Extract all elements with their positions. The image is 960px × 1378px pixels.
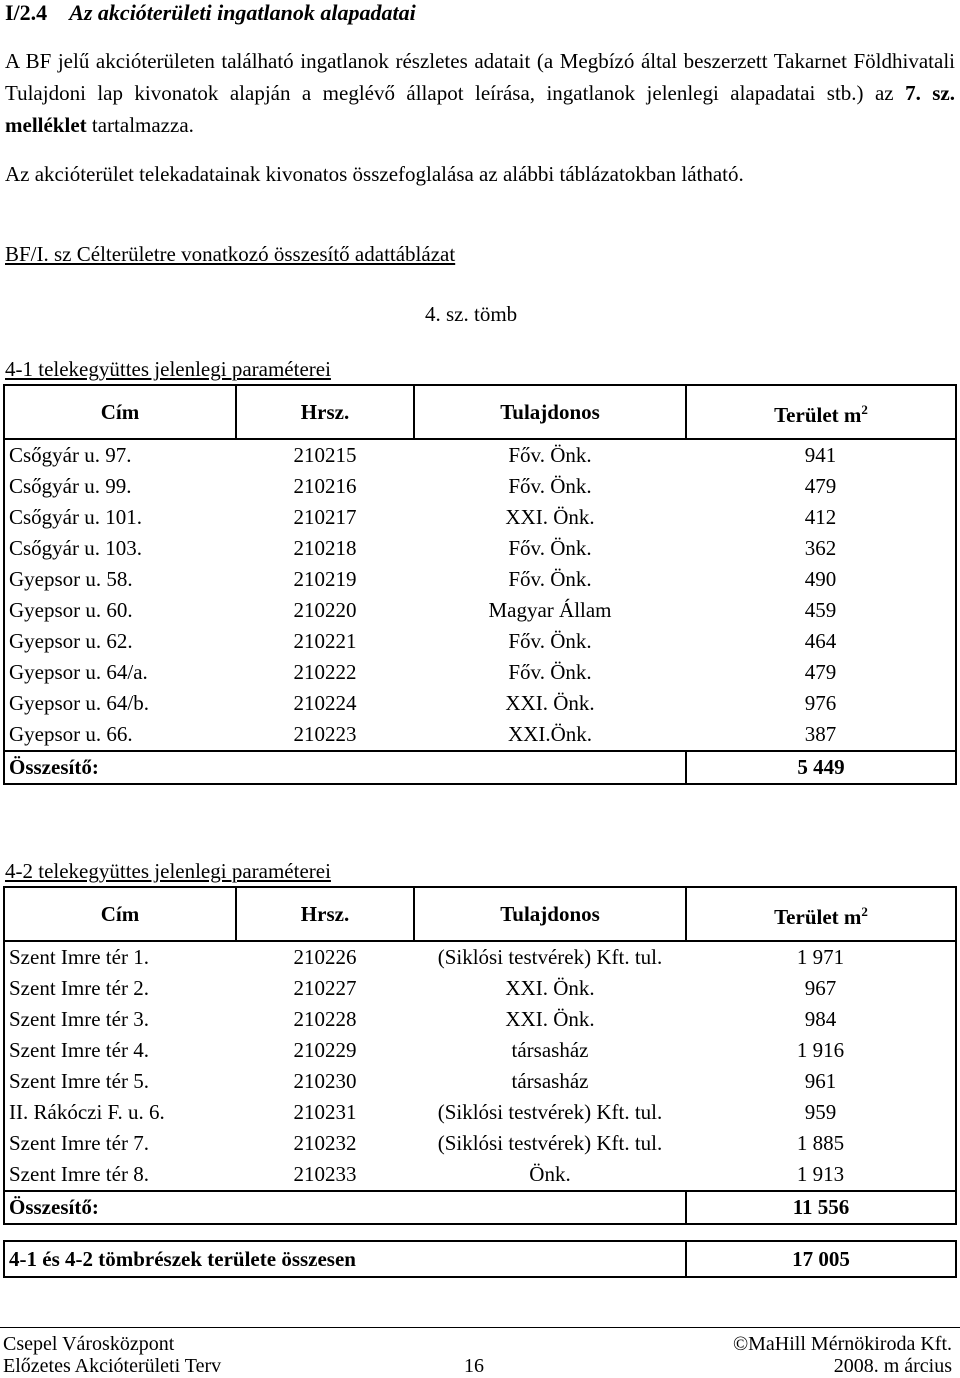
cell-area: 464 [804,629,837,653]
cell-address: Gyepsor u. 64/b. [9,691,149,715]
cell-address: Gyepsor u. 66. [9,722,133,746]
cell-lot-number: 210215 [293,443,357,467]
cell-address: Szent Imre tér 3. [9,1007,149,1031]
cell-area: 967 [804,976,837,1000]
intro-text-a: A BF jelű akcióterületen található ingatlanok részletes adatait (a Megbízó által beszerzett Takarnet Földhivatali Tulajdoni lap kivonatok alapján a meglévő állapot leírása, ingatlanok jelenlegi alapadatai stb.) az [5,49,955,105]
cell-area: 976 [804,691,837,715]
col-header-area: Terület $m^2$ [686,887,956,941]
table-row [4,533,956,564]
total-value: 11 556 [686,1191,956,1224]
total-value: 5 449 [686,751,956,784]
table-row [4,1004,956,1035]
cell-address: Csőgyár u. 97. [9,443,132,467]
cell-address: Csőgyár u. 99. [9,474,132,498]
cell-lot-number: 210232 [293,1131,357,1155]
table-row [4,1159,956,1191]
grand-total-table [3,1240,957,1278]
cell-lot-number: 210220 [293,598,357,622]
cell-address: Szent Imre tér 4. [9,1038,149,1062]
cell-owner: Főv. Önk. [508,474,592,498]
block-label: 4. sz. tömb [425,302,518,326]
cell-area: 387 [804,722,837,746]
cell-owner: XXI. Önk. [505,691,595,715]
cell-lot-number: 210221 [293,629,357,653]
cell-address: Szent Imre tér 2. [9,976,149,1000]
annex-reference: 7. sz. melléklet [5,81,955,137]
cell-lot-number: 210233 [293,1162,357,1186]
col-header-address: Cím [4,887,236,941]
grand-total-label: 4-1 és 4-2 tömbrészek területe összesen [4,1241,686,1277]
cell-owner: Magyar Állam [488,598,612,622]
cell-address: Gyepsor u. 60. [9,598,133,622]
cell-area: 362 [804,536,837,560]
cell-owner: Főv. Önk. [508,567,592,591]
intro-paragraph-1 [5,45,955,141]
col-header-owner: Tulajdonos [414,385,686,439]
cell-address: Gyepsor u. 58. [9,567,133,591]
cell-address: Csőgyár u. 101. [9,505,142,529]
cell-area: 479 [804,660,837,684]
col-header-lot-number: Hrsz. [236,385,414,439]
cell-area: 961 [804,1069,837,1093]
heading-number: I/2.4 [5,0,48,25]
total-label: Összesítő: [4,751,686,784]
table-row [4,973,956,1004]
table-row [4,564,956,595]
cell-lot-number: 210226 [293,945,357,969]
intro-text-c: tartalmazza. [86,113,194,137]
cell-area: 1 885 [796,1131,845,1155]
cell-address: Szent Imre tér 8. [9,1162,149,1186]
table1 [3,384,957,785]
table1-body [4,439,956,751]
cell-area: 412 [804,505,837,529]
cell-address: Csőgyár u. 103. [9,536,142,560]
cell-area: 479 [804,474,837,498]
cell-address: Gyepsor u. 62. [9,629,133,653]
cell-owner: (Siklósi testvérek) Kft. tul. [437,1131,663,1155]
cell-lot-number: 210219 [293,567,357,591]
section-title: BF/I. sz Célterületre vonatkozó összesítő adattáblázat [5,242,456,266]
col-header-area: Terület $m^2$ [686,385,956,439]
col-header-owner: Tulajdonos [414,887,686,941]
table-row [4,1128,956,1159]
cell-area: 1 971 [796,945,845,969]
table-row [4,439,956,471]
table-row [4,1066,956,1097]
table-row [4,657,956,688]
table-row [4,1035,956,1066]
cell-owner: Főv. Önk. [508,443,592,467]
footer-date: 2008. m árcius [833,1355,952,1377]
table2-total-row [4,1191,956,1224]
table-row [4,502,956,533]
table-row [4,688,956,719]
page-number: 16 [464,1355,484,1377]
table2 [3,886,957,1225]
footer-document: Előzetes Akcióterületi Terv [3,1355,222,1377]
cell-owner: társasház [511,1038,589,1062]
cell-owner: XXI.Önk. [508,722,592,746]
cell-lot-number: 210228 [293,1007,357,1031]
cell-lot-number: 210218 [293,536,357,560]
table-row [4,941,956,973]
cell-owner: XXI. Önk. [505,505,595,529]
heading-title: Az akcióterületi ingatlanok alapadatai [69,0,416,25]
cell-address: II. Rákóczi F. u. 6. [9,1100,165,1124]
cell-address: Szent Imre tér 1. [9,945,149,969]
cell-area: 1 913 [796,1162,845,1186]
cell-address: Szent Imre tér 7. [9,1131,149,1155]
cell-owner: Főv. Önk. [508,536,592,560]
cell-lot-number: 210223 [293,722,357,746]
table2-header-row [4,887,956,941]
cell-lot-number: 210222 [293,660,357,684]
grand-total-value: 17 005 [792,1246,850,1271]
cell-owner: Főv. Önk. [508,629,592,653]
table1-header-row [4,385,956,439]
cell-area: 941 [804,443,837,467]
table-row [4,719,956,751]
footer-copyright: ©MaHill Mérnökiroda Kft. [732,1333,952,1355]
grand-total-row [4,1241,956,1277]
cell-lot-number: 210227 [293,976,357,1000]
cell-owner: XXI. Önk. [505,1007,595,1031]
intro-paragraph-2: Az akcióterület telekadatainak kivonatos összefoglalása az alábbi táblázatokban látható. [5,162,744,186]
table2-body [4,941,956,1191]
cell-lot-number: 210230 [293,1069,357,1093]
table2-caption: 4-2 telekegyüttes jelenlegi paraméterei [5,859,331,883]
cell-lot-number: 210224 [293,691,357,715]
table-row [4,626,956,657]
cell-owner: (Siklósi testvérek) Kft. tul. [437,945,663,969]
cell-area: 984 [804,1007,837,1031]
section-heading [5,0,416,26]
cell-owner: Főv. Önk. [508,660,592,684]
cell-area: 490 [804,567,837,591]
table-row [4,471,956,502]
cell-area: 459 [804,598,837,622]
cell-lot-number: 210231 [293,1100,357,1124]
footer-project: Csepel Városközpont [3,1333,175,1355]
cell-area: 1 916 [796,1038,845,1062]
cell-owner: XXI. Önk. [505,976,595,1000]
cell-owner: társasház [511,1069,589,1093]
total-label: Összesítő: [4,1191,686,1224]
col-header-address: Cím [4,385,236,439]
cell-lot-number: 210217 [293,505,357,529]
cell-address: Gyepsor u. 64/a. [9,660,148,684]
cell-owner: Önk. [529,1162,571,1186]
table1-caption: 4-1 telekegyüttes jelenlegi paraméterei [5,357,331,381]
cell-lot-number: 210216 [293,474,357,498]
table1-total-row [4,751,956,784]
col-header-lot-number: Hrsz. [236,887,414,941]
cell-lot-number: 210229 [293,1038,357,1062]
table-row [4,1097,956,1128]
footer-divider [0,1327,960,1328]
cell-address: Szent Imre tér 5. [9,1069,149,1093]
cell-owner: (Siklósi testvérek) Kft. tul. [437,1100,663,1124]
table-row [4,595,956,626]
cell-area: 959 [804,1100,837,1124]
